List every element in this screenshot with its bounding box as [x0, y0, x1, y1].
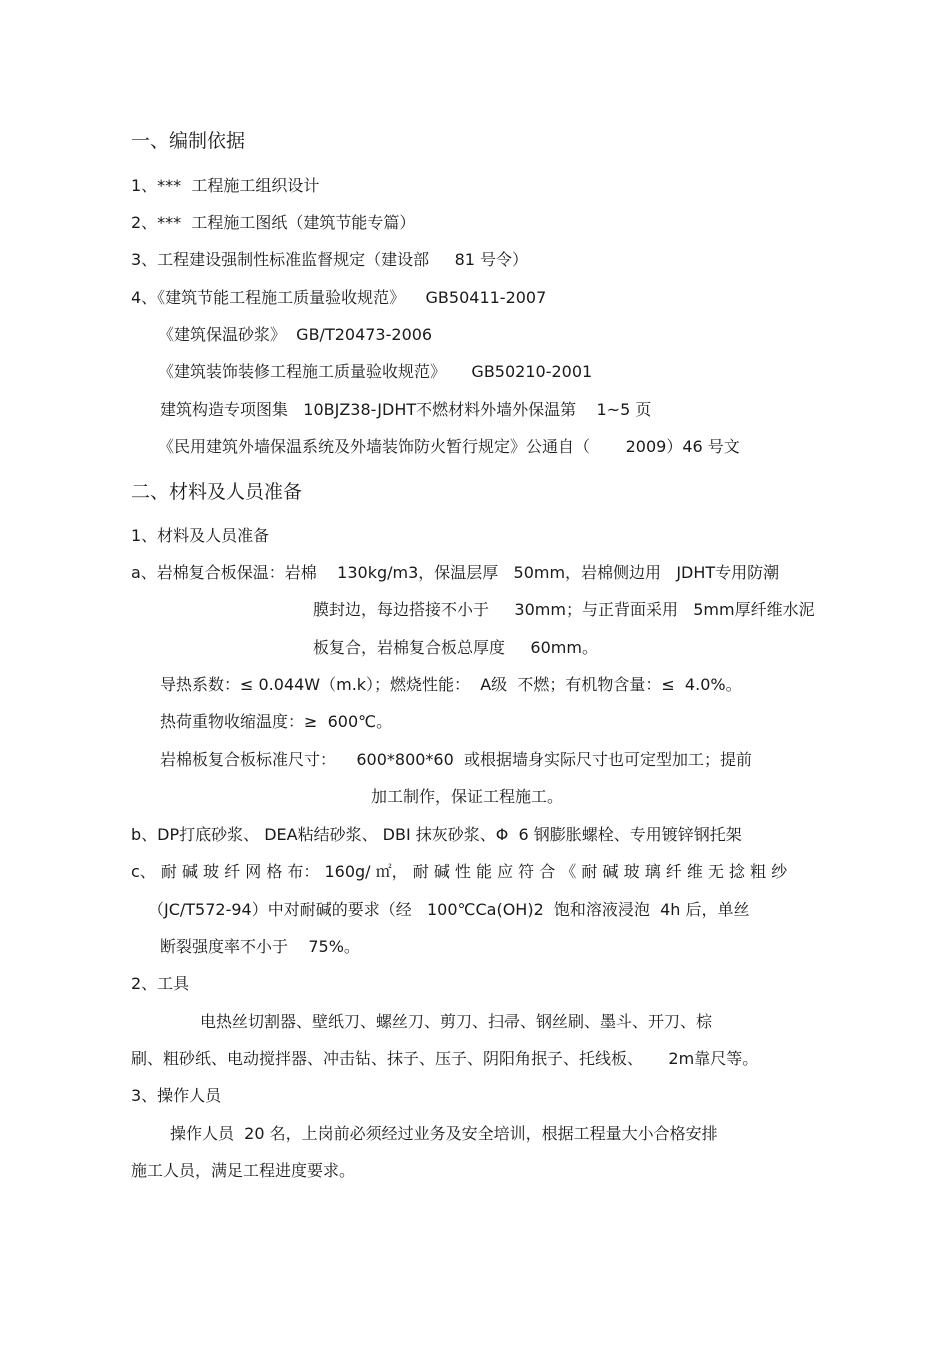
basis-item: 4、《建筑节能工程施工质量验收规范》 GB50411-2007 [131, 288, 547, 307]
material-a-line: a、岩棉复合板保温：岩棉 130kg/m3，保温层厚 50mm，岩棉侧边用 JDHT专用防潮 [131, 563, 780, 582]
basis-item: 3、工程建设强制性标准监督规定（建设部 81 号令） [131, 250, 529, 269]
material-a-line: 导热系数：≤ 0.044W（m.k）；燃烧性能： A级 不燃；有机物含量：≤ 4.0%。 [160, 675, 742, 694]
tools-line: 电热丝切割器、壁纸刀、螺丝刀、剪刀、扫帚、钢丝刷、墨斗、开刀、棕 [200, 1012, 713, 1031]
material-c-line: c、 耐 碱 玻 纤 网 格 布： 160g/ ㎡， 耐 碱 性 能 应 符 合 《 耐 碱 玻 璃 纤 维 无 捻 粗 纱 [131, 862, 788, 881]
basis-item: 建筑构造专项图集 10BJZ38-JDHT不燃材料外墙外保温第 1~5 页 [160, 400, 652, 419]
basis-item: 2、*** 工程施工图纸（建筑节能专篇） [131, 213, 416, 232]
material-c-line: 断裂强度率不小于 75%。 [160, 937, 360, 956]
basis-item: 《建筑保温砂浆》 GB/T20473-2006 [158, 325, 433, 344]
subheading-staff: 3、操作人员 [131, 1086, 222, 1105]
staff-line: 操作人员 20 名，上岗前必须经过业务及安全培训，根据工程量大小合格安排 [170, 1124, 718, 1143]
material-b-line: b、DP打底砂浆、 DEA粘结砂浆、 DBI 抹灰砂浆、Φ 6 钢膨胀螺栓、专用镀锌钢托架 [131, 825, 742, 844]
basis-item: 《民用建筑外墙保温系统及外墙装饰防火暂行规定》公通自（ 2009）46 号文 [158, 437, 740, 456]
basis-item: 1、*** 工程施工组织设计 [131, 176, 320, 195]
material-a-line: 膜封边，每边搭接不小于 30mm；与正背面采用 5mm厚纤维水泥 [313, 600, 815, 619]
subheading-materials: 1、材料及人员准备 [131, 526, 270, 545]
material-a-line: 加工制作，保证工程施工。 [371, 787, 564, 806]
material-a-line: 板复合，岩棉复合板总厚度 60mm。 [313, 638, 598, 657]
basis-item: 《建筑装饰装修工程施工质量验收规范》 GB50210-2001 [158, 362, 593, 381]
material-a-line: 热荷重物收缩温度：≥ 600℃。 [160, 712, 393, 731]
material-c-line: （JC/T572-94）中对耐碱的要求（经 100℃Ca(OH)2 饱和溶液浸泡 4h 后，单丝 [148, 900, 750, 919]
section-heading-basis: 一、编制依据 [131, 130, 246, 152]
subheading-tools: 2、工具 [131, 974, 190, 993]
staff-line: 施工人员，满足工程进度要求。 [131, 1161, 356, 1180]
material-a-line: 岩棉板复合板标准尺寸： 600*800*60 或根据墙身实际尺寸也可定型加工；提前 [160, 750, 752, 769]
section-heading-materials: 二、材料及人员准备 [131, 481, 303, 503]
tools-line: 刷、粗砂纸、电动搅拌器、冲击钻、抹子、压子、阴阳角抿子、托线板、 2m靠尺等。 [131, 1049, 759, 1068]
